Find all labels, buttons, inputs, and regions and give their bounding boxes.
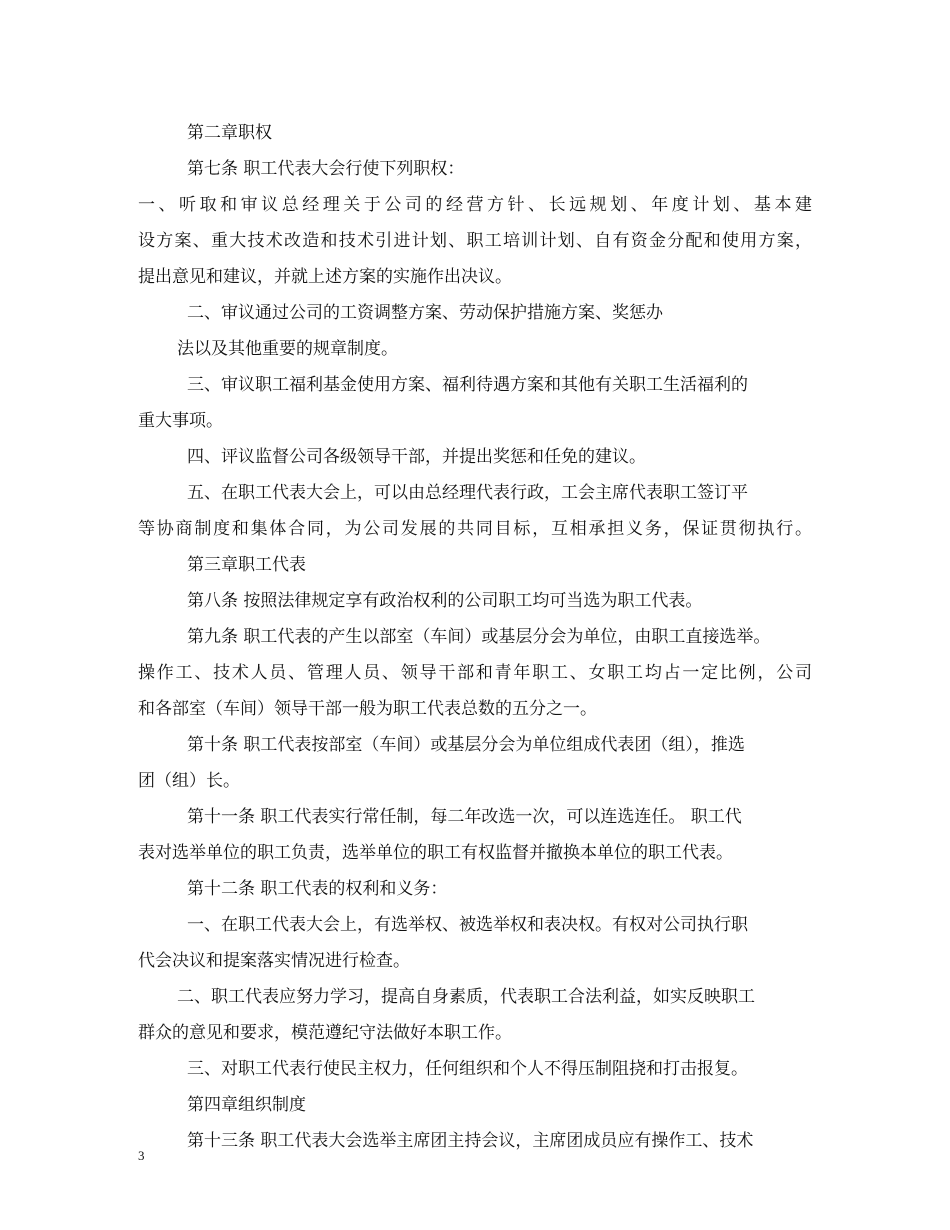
paragraph-line: 操作工、技术人员、管理人员、领导干部和青年职工、女职工均占一定比例，公司 xyxy=(138,663,812,683)
paragraph-line: 二、审议通过公司的工资调整方案、劳动保护措施方案、奖惩办 xyxy=(187,303,663,323)
article-heading: 第十三条 职工代表大会选举主席团主持会议，主席团成员应有操作工、技术 xyxy=(187,1131,754,1151)
paragraph-line: 团（组）长。 xyxy=(138,771,240,791)
article-heading: 第十条 职工代表按部室（车间）或基层分会为单位组成代表团（组），推选 xyxy=(187,735,745,755)
paragraph-line: 一、听取和审议总经理关于公司的经营方针、长远规划、年度计划、基本建 xyxy=(138,195,812,215)
paragraph-line: 三、对职工代表行使民主权力，任何组织和个人不得压制阻挠和打击报复。 xyxy=(187,1059,748,1079)
paragraph-line: 提出意见和建议，并就上述方案的实施作出决议。 xyxy=(138,267,512,287)
article-heading: 第七条 职工代表大会行使下列职权： xyxy=(187,159,465,179)
paragraph-line: 等协商制度和集体合同，为公司发展的共同目标，互相承担义务，保证贯彻执行。 xyxy=(138,519,812,539)
article-heading: 第十二条 职工代表的权利和义务： xyxy=(187,879,448,899)
paragraph-line: 法以及其他重要的规章制度。 xyxy=(177,339,398,359)
paragraph-line: 和各部室（车间）领导干部一般为职工代表总数的五分之一。 xyxy=(138,699,597,719)
paragraph-line: 设方案、重大技术改造和技术引进计划、职工培训计划、自有资金分配和使用方案， xyxy=(138,231,812,251)
paragraph-line: 群众的意见和要求，模范遵纪守法做好本职工作。 xyxy=(138,1023,512,1043)
paragraph-line: 二、职工代表应努力学习，提高自身素质，代表职工合法利益，如实反映职工 xyxy=(177,987,755,1007)
paragraph-line: 表对选举单位的职工负责，选举单位的职工有权监督并撤换本单位的职工代表。 xyxy=(138,843,733,863)
article-heading: 第十一条 职工代表实行常任制，每二年改选一次，可以连选连任。 职工代 xyxy=(187,807,742,827)
page-number: 3 xyxy=(138,1148,145,1163)
article-heading: 第九条 职工代表的产生以部室（车间）或基层分会为单位，由职工直接选举。 xyxy=(187,627,771,647)
chapter-heading: 第四章组织制度 xyxy=(187,1095,306,1115)
paragraph-line: 四、评议监督公司各级领导干部，并提出奖惩和任免的建议。 xyxy=(187,447,646,467)
paragraph-line: 重大事项。 xyxy=(138,411,223,431)
chapter-heading: 第三章职工代表 xyxy=(187,555,306,575)
paragraph-line: 三、审议职工福利基金使用方案、福利待遇方案和其他有关职工生活福利的 xyxy=(187,375,748,395)
chapter-heading: 第二章职权 xyxy=(187,123,272,143)
paragraph-line: 一、在职工代表大会上，有选举权、被选举权和表决权。有权对公司执行职 xyxy=(187,915,748,935)
paragraph-line: 五、在职工代表大会上，可以由总经理代表行政，工会主席代表职工签订平 xyxy=(187,483,748,503)
paragraph-line: 代会决议和提案落实情况进行检查。 xyxy=(138,951,410,971)
article-heading: 第八条 按照法律规定享有政治权利的公司职工均可当选为职工代表。 xyxy=(187,591,703,611)
